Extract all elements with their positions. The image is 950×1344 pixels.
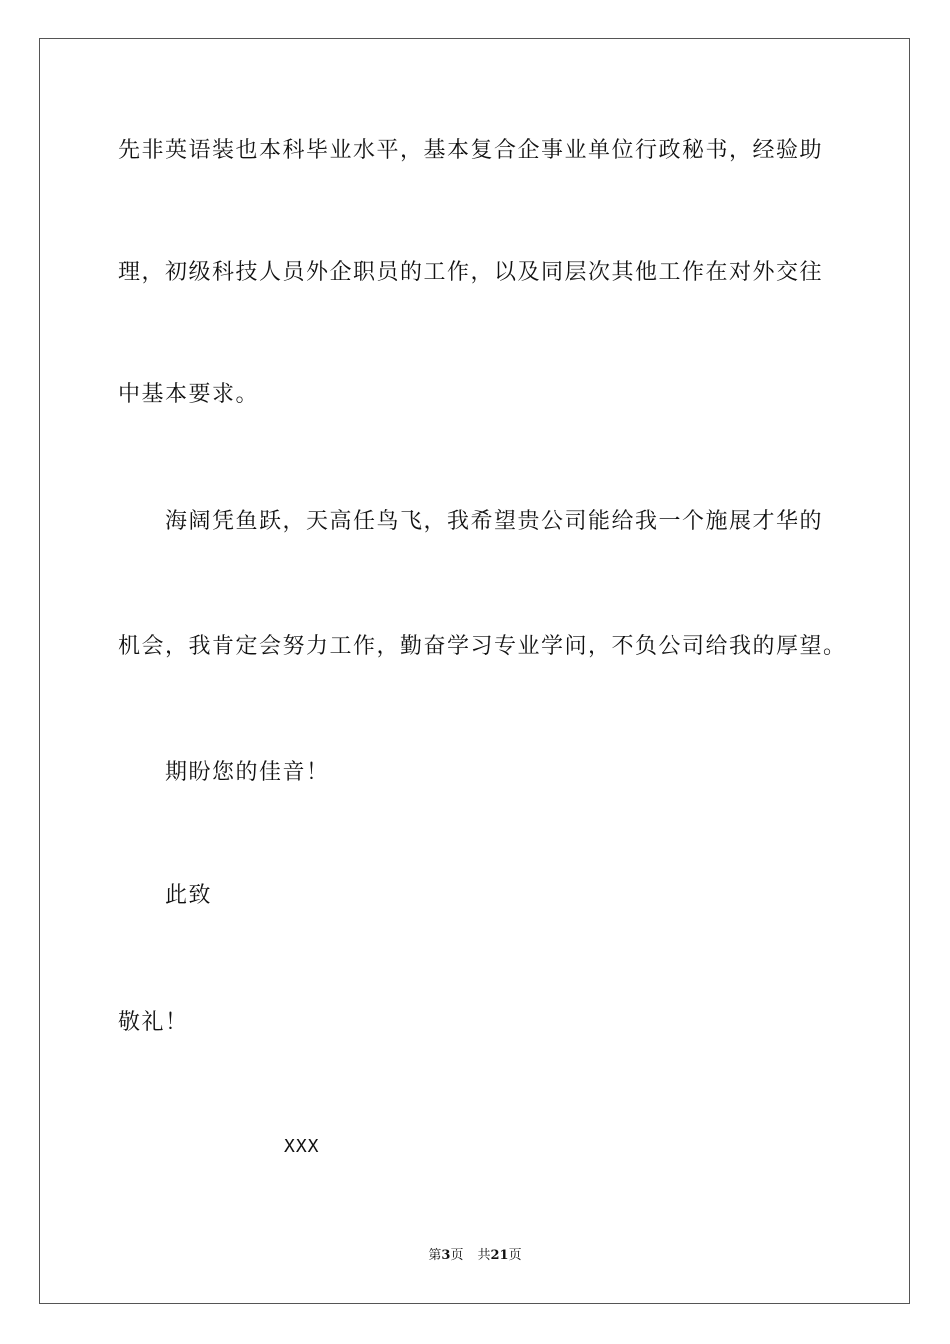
salutation-cizhi: 此致 [165, 883, 213, 908]
page-border [39, 38, 910, 1304]
body-line-3: 中基本要求。 [118, 382, 260, 407]
body-line-1: 先非英语装也本科毕业水平，基本复合企事业单位行政秘书，经验助 [118, 138, 824, 163]
signature: XXX [284, 1136, 320, 1157]
page-footer [0, 1247, 950, 1265]
page-suffix: 页 [450, 1248, 464, 1263]
body-line-2: 理，初级科技人员外企职员的工作，以及同层次其他工作在对外交往 [118, 260, 824, 285]
total-prefix: 共 [477, 1248, 491, 1263]
current-page-number: 3 [441, 1248, 451, 1263]
total-suffix: 页 [508, 1248, 522, 1263]
salutation-jingli: 敬礼！ [118, 1010, 189, 1035]
closing-wish: 期盼您的佳音！ [165, 760, 330, 785]
body-line-5: 机会，我肯定会努力工作，勤奋学习专业学问，不负公司给我的厚望。 [118, 634, 847, 659]
page-prefix: 第 [428, 1248, 442, 1263]
body-line-4: 海阔凭鱼跃，天高任鸟飞，我希望贵公司能给我一个施展才华的 [165, 509, 824, 534]
total-page-number: 21 [490, 1248, 509, 1263]
